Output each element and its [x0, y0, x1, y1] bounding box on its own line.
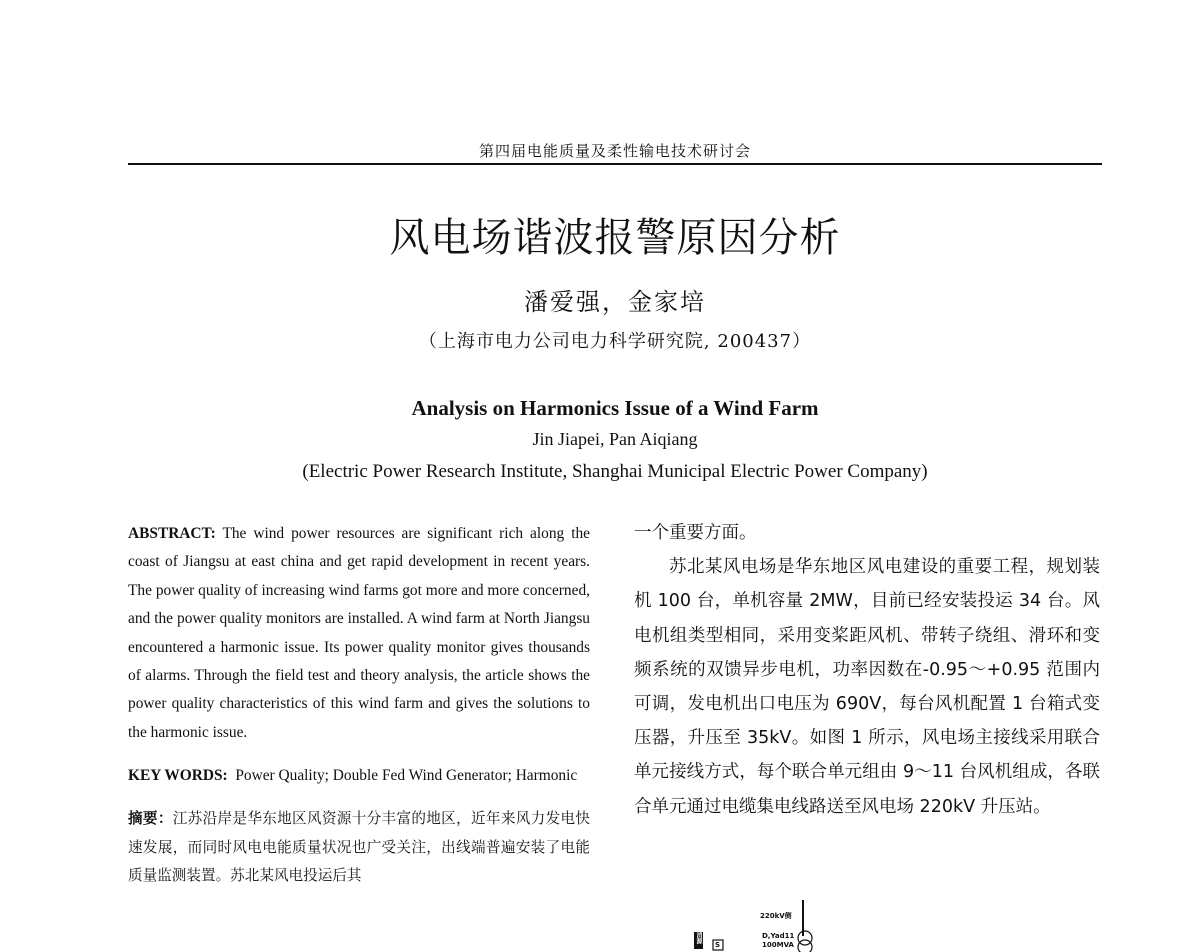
keywords-label: KEY WORDS:: [128, 767, 228, 785]
header-rule: [128, 163, 1102, 165]
abstract-cn-text: 江苏沿岸是华东地区风资源十分丰富的地区，近年来风力发电快速发展，而同时风电电能质量状况也广受关注，出线端普遍安装了电能质量监测装置。苏北某风电投运后其: [128, 810, 590, 885]
abstract-text: The wind power resources are significant rich along the coast of Jiangsu at east china and get rapid development in recent years. The power quality of increasing wind farms got more and more concerned, and the power quality monitors are installed. A wind farm at North Jiangsu encountered a harmonic issue. Its power quality monitor gives thousands of alarms. Through the field test and theory analysis, the article shows the power quality characteristics of this wind farm and gives the solutions to the harmonic issue.: [128, 525, 590, 741]
keywords-text: Power Quality; Double Fed Wind Generator; Harmonic: [235, 767, 578, 785]
figure-transformer-label: D,Yad11: [762, 932, 795, 940]
body-paragraph-1: 一个重要方面。: [634, 523, 757, 543]
title-chinese: 风电场谐波报警原因分析: [389, 215, 841, 261]
transformer-winding-1: [798, 931, 812, 945]
conference-header: 第四届电能质量及柔性输电技术研讨会: [478, 142, 751, 160]
abstract-chinese: [128, 805, 590, 891]
figure-side-label: 220kV侧: [760, 912, 792, 920]
abstract-english: [128, 520, 590, 747]
figure-left-label: 消源: [695, 932, 702, 944]
figure-capacity-label: 100MVA: [762, 941, 794, 949]
title-english: Analysis on Harmonics Issue of a Wind Farm: [411, 396, 819, 420]
abstract-cn-label: 摘要：: [128, 810, 173, 828]
affiliation-chinese: （上海市电力公司电力科学研究院, 200437）: [418, 331, 812, 352]
affiliation-english: (Electric Power Research Institute, Shanghai Municipal Electric Power Company): [302, 461, 928, 482]
authors-chinese: 潘爱强，金家培: [524, 288, 706, 316]
transformer-winding-2: [798, 940, 812, 952]
body-paragraph-2: 苏北某风电场是华东地区风电建设的重要工程，规划装机 100 台，单机容量 2MW，目前已经安装投运 34 台。风电机组类型相同，采用变桨距风机、带转子绕组、滑环和变频系统的双馈异步电机，功率因数在-0.95～+0.95 范围内可调，发电机出口电压为 690V，每台风机配置 1 台箱式变压器，升压至 35kV。如图 1 所示，风电场主接线采用联合单元接线方式，每个联合单元组由 9～11 台风机组成，各联合单元通过电缆集电线路送至风电场 220kV 升压站。: [634, 557, 1100, 817]
authors-english: Jin Jiapei, Pan Aiqiang: [532, 429, 698, 449]
left-column: [128, 520, 590, 891]
keywords: [128, 762, 590, 790]
figure-1-main-wiring: [690, 898, 850, 952]
right-column: [634, 516, 1100, 824]
figure-box-label: S: [715, 941, 721, 949]
abstract-label: ABSTRACT:: [128, 525, 216, 542]
